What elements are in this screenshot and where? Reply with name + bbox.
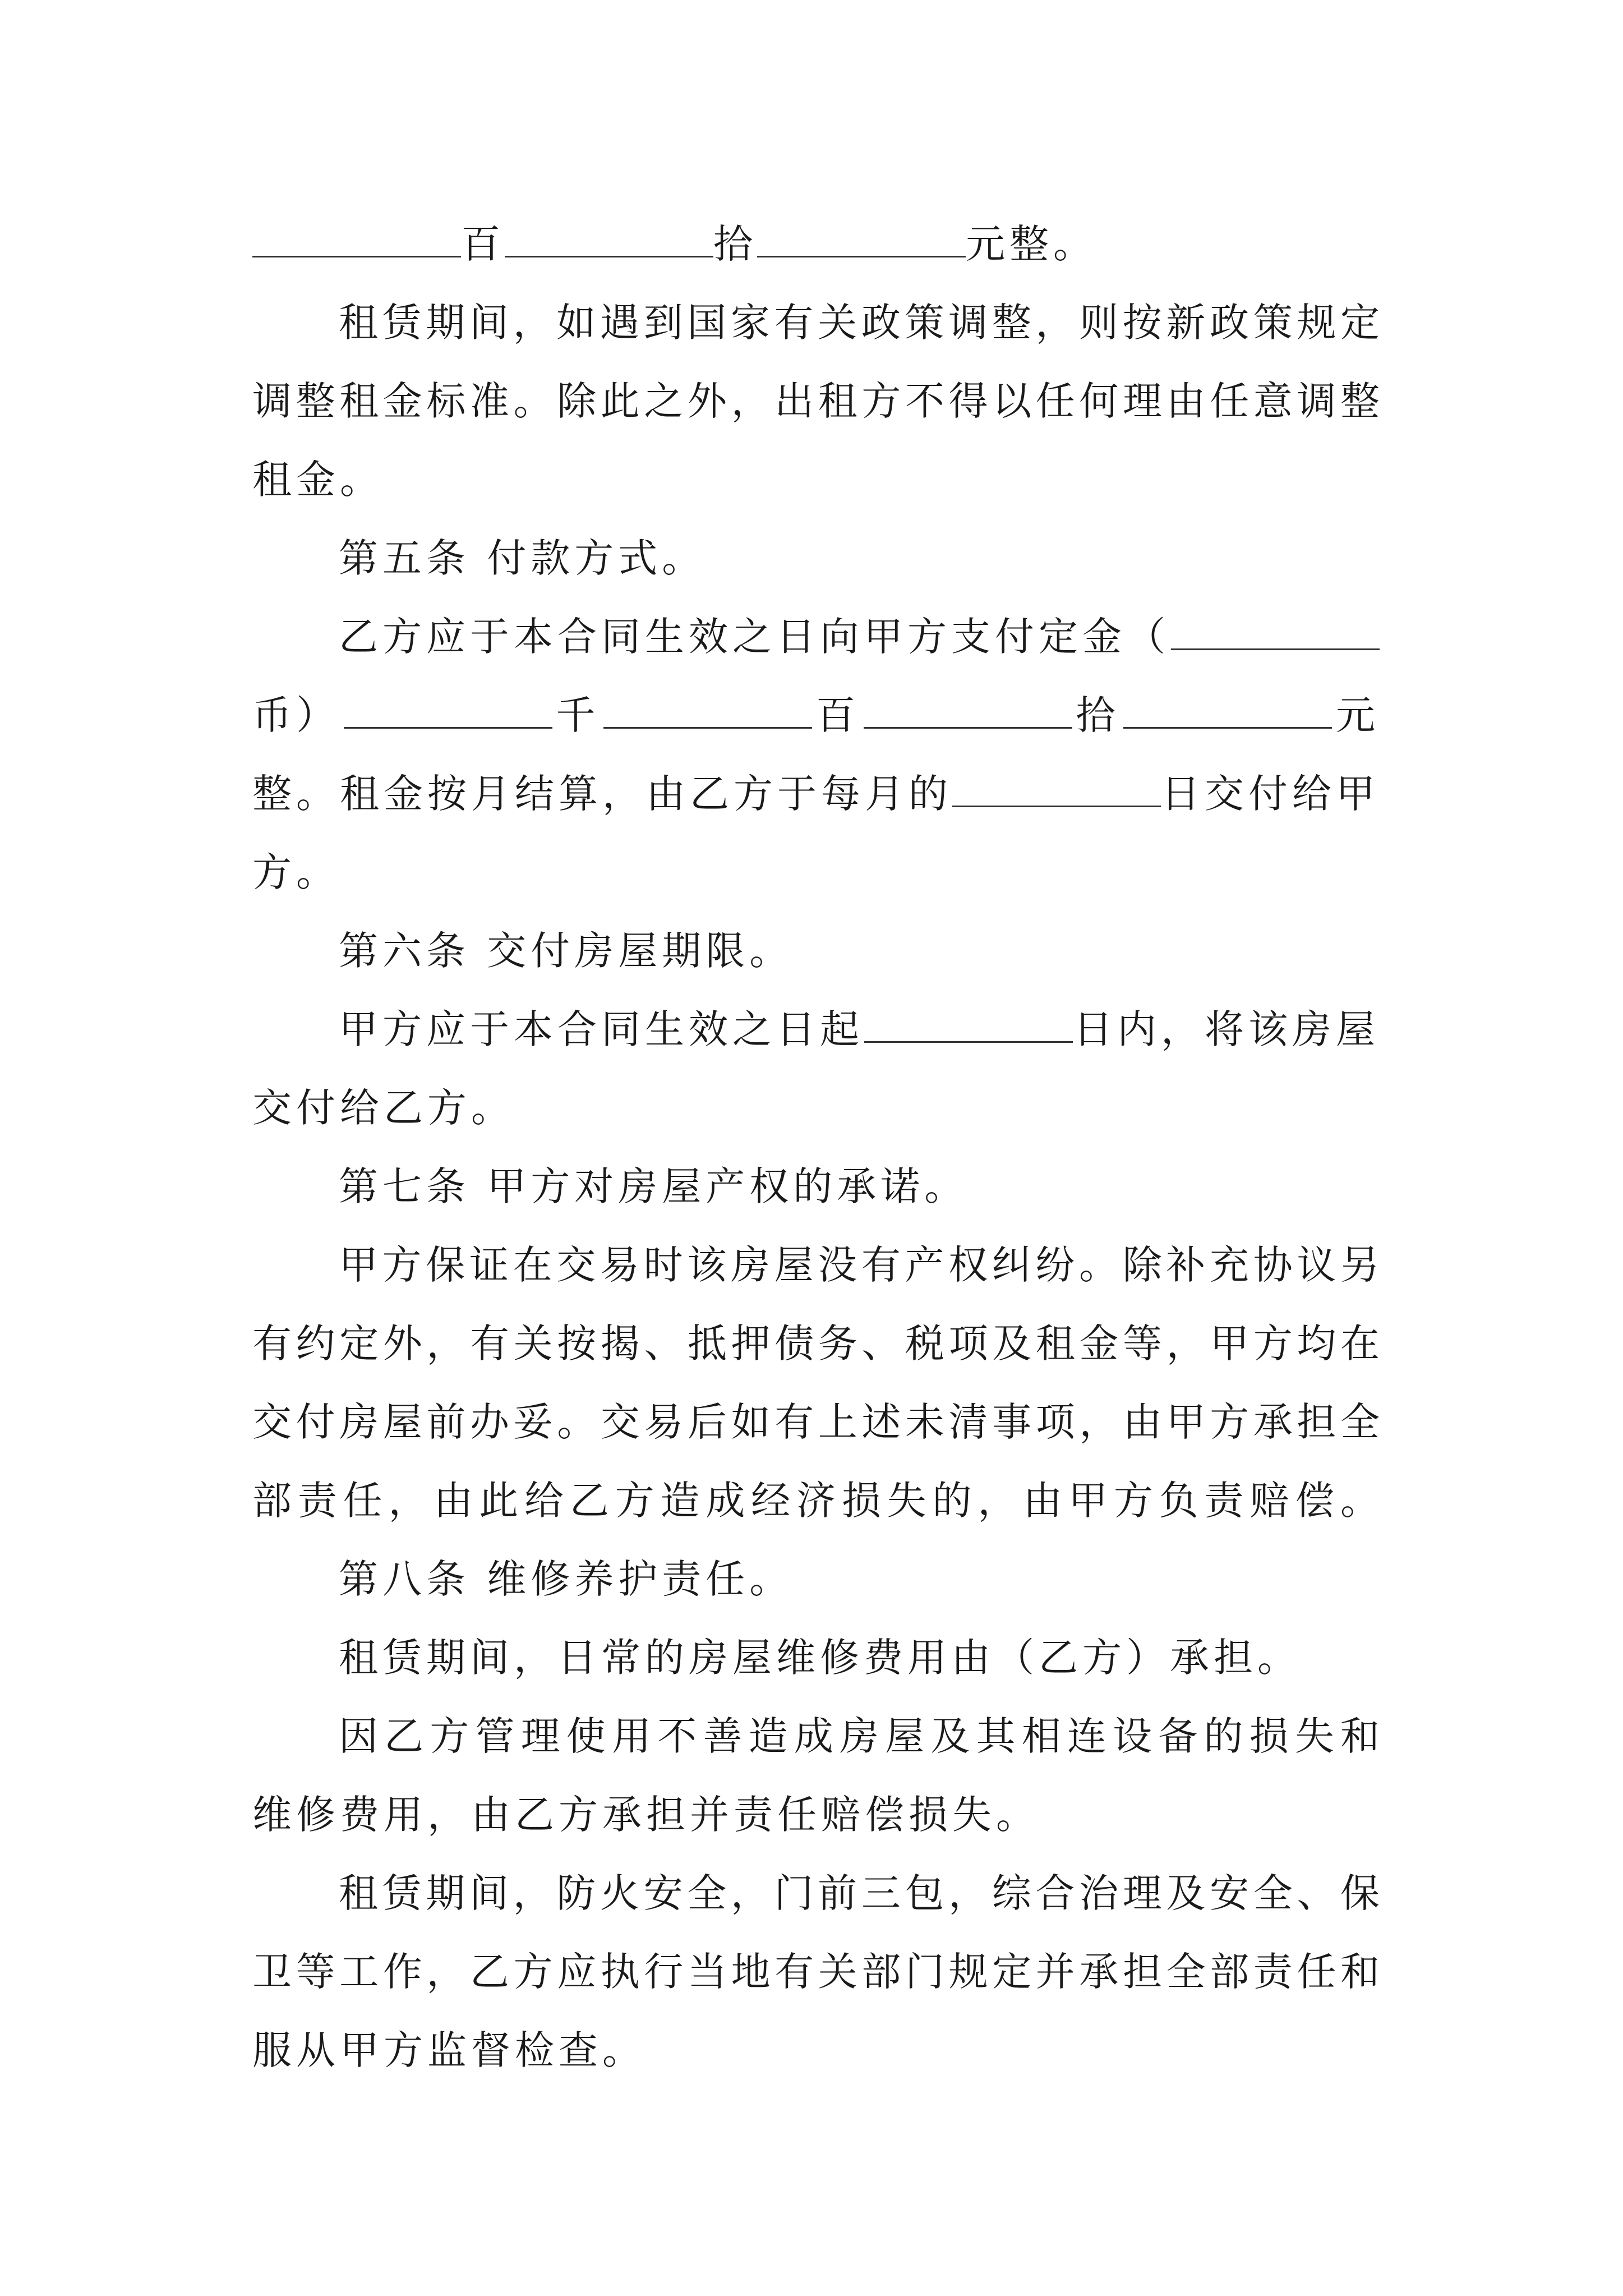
amount-line [252,202,1380,286]
heading-text: 第七条 甲方对房屋产权的承诺。 [339,1163,969,1209]
text-segment: 日交付给甲 [1161,771,1380,817]
text-segment: 元整。 [966,221,1097,267]
text-segment: 元 [1336,692,1380,738]
paragraph-line [252,2008,1380,2092]
fill-blank[interactable] [505,222,713,257]
paragraph-line [252,359,1384,443]
paragraph-line [252,1458,1386,1543]
heading-text: 第五条 付款方式。 [339,535,706,581]
paragraph-line [252,1066,1380,1150]
paragraph-line [339,1851,1384,1935]
fill-blank[interactable] [1123,693,1332,729]
fill-blank[interactable] [952,772,1161,807]
paragraph-text: 有约定外，有关按揭、抵押债务、税项及租金等，甲方均在 [252,1320,1384,1366]
paragraph-line [252,438,1380,522]
article-heading [339,909,1380,993]
fill-blank[interactable] [757,222,966,257]
paragraph-line [252,1773,1380,1857]
paragraph-text: 维修费用，由乙方承担并责任赔偿损失。 [252,1792,1040,1838]
paragraph-line [339,280,1384,365]
text-segment: 百 [816,692,860,738]
paragraph-text: 方。 [252,849,340,895]
paragraph-line [339,1616,1380,1700]
heading-text: 第八条 维修养护责任。 [339,1556,794,1602]
paragraph-text: 交付给乙方。 [252,1085,515,1131]
text-segment: 拾 [1076,692,1120,738]
paragraph-line [339,1223,1384,1307]
paragraph-line [252,1380,1384,1464]
paragraph-text: 租赁期间，如遇到国家有关政策调整，则按新政策规定 [339,300,1384,346]
paragraph-text: 租赁期间，防火安全，门前三包，综合治理及安全、保 [339,1870,1384,1916]
paragraph-text: 租金。 [252,457,384,503]
paragraph-text: 甲方保证在交易时该房屋没有产权纠纷。除补充协议另 [339,1242,1384,1288]
text-segment: 拾 [713,221,757,267]
paragraph-line [252,752,1380,836]
paragraph-line [339,987,1380,1071]
paragraph-text: 卫等工作，乙方应执行当地有关部门规定并承担全部责任和 [252,1949,1384,1995]
paragraph-line [252,830,1380,914]
fill-blank[interactable] [864,1007,1073,1043]
fill-blank[interactable] [1171,615,1380,650]
fill-blank[interactable] [864,693,1072,729]
paragraph-text: 因乙方管理使用不善造成房屋及其相连设备的损失和 [339,1713,1386,1759]
text-segment: 币） [252,692,340,738]
paragraph-text: 租赁期间，日常的房屋维修费用由（乙方）承担。 [339,1635,1301,1681]
text-segment: 百 [461,221,505,267]
paragraph-text: 调整租金标准。除此之外，出租方不得以任何理由任意调整 [252,378,1384,424]
text-segment: 甲方应于本合同生效之日起 [339,1006,864,1052]
paragraph-line [339,1694,1386,1778]
text-segment: 千 [556,692,600,738]
paragraph-line [339,595,1380,679]
heading-text: 第六条 交付房屋期限。 [339,928,794,974]
article-heading [339,516,1380,600]
article-heading [339,1537,1380,1621]
text-segment: 乙方应于本合同生效之日向甲方支付定金（ [339,614,1170,660]
paragraph-text: 交付房屋前办妥。交易后如有上述未清事项，由甲方承担全 [252,1399,1384,1445]
article-heading [339,1144,1380,1228]
fill-blank[interactable] [252,222,461,257]
paragraph-text: 服从甲方监督检查。 [252,2027,646,2073]
paragraph-text: 部责任，由此给乙方造成经济损失的，由甲方负责赔偿。 [252,1478,1386,1524]
paragraph-line [252,1301,1384,1386]
text-segment: 整。租金按月结算，由乙方于每月的 [252,771,952,817]
fill-blank[interactable] [603,693,812,729]
paragraph-line [252,1930,1384,2014]
text-segment: 日内，将该房屋 [1073,1006,1380,1052]
amount-line [252,673,1380,757]
fill-blank[interactable] [344,693,552,729]
